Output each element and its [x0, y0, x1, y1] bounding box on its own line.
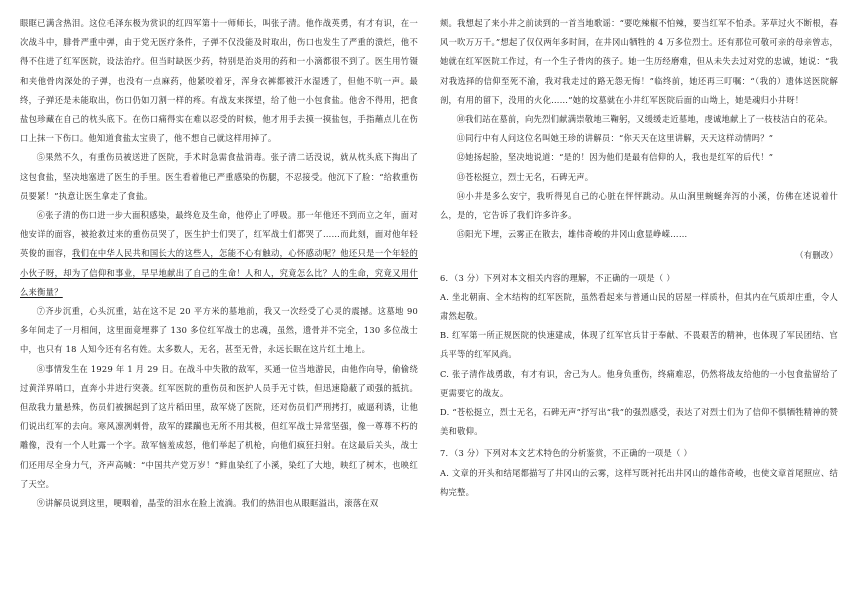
essay-paragraph-9: ⑨讲解员说到这里，哽咽着，晶莹的泪水在脸上流淌。我们的热泪也从眼眶溢出，滚落在双	[36, 498, 379, 509]
essay-paragraph-11: ⑪同行中有人问这位名叫她王珍的讲解员：“你天天在这里讲解，天天这样动情吗？”	[456, 133, 774, 144]
essay-paragraph-8: ⑧事情发生在 1929 年 1 月 29 日。在战斗中失散的敌军，买通一位当地游民，由他作向导，偷偷绕过黄洋界哨口，直奔小井进行突袭。红军医院的重伤员和医护人员手无寸铁，但迅速隐蔽了顽强的抵抗。但敌我力量悬殊，伤员们被捆起到了这片稻田里，敌军烧了医院，还对伤员们严刑拷打，威逼利诱，让他们说出红军的去向。寒风凛冽刺骨，敌军的蹂躏也无所不用其极，但红军战士异常坚强，像一尊尊不朽的雕像，没有一个人吐露一个字。敌军恼羞成怒，他们举起了机枪，向他们疯狂扫射。在这最后关头，战士们还用尽全身力气，齐声高喊：“中国共产党万岁！”鲜血染红了小溪，染红了大地，映红了树木，也映红了天空。	[20, 363, 418, 489]
question-7-stem: 7．（3 分）下列对本文艺术特色的分析鉴赏，不正确的一项是（ ）	[440, 448, 692, 459]
essay-paragraph-13: ⑬苍松挺立，烈士无名，石碑无声。	[456, 171, 594, 182]
question-6-stem: 6．（3 分）下列对本文相关内容的理解，不正确的一项是（ ）	[440, 272, 675, 283]
essay-paragraph-6	[20, 206, 418, 302]
source-note: （有删改）	[795, 250, 838, 261]
underlined-sentence: 我们在中华人民共和国长大的这些人，怎能不心有触动，心怀感动呢？他还只是一个年轻的小伙子呀，却为了信仰和事业，早早地献出了自己的生命！人和人，究竟怎么比？人的生命，究竟又用什么来衡量？	[20, 248, 418, 297]
essay-paragraph-7: ⑦齐步沉重，心头沉重，站在这不足 20 平方米的墓地前，我又一次经受了心灵的震撼。这墓地 90 多年间走了一月相间，这里面竟埋葬了 130 多位红军战士的忠魂，虽然，遗骨并不完全，130 多位战士中，也只有 18 人知今还有名有姓。太多数人，无名，甚至无骨，永远长眠在这片红土地上。	[20, 306, 418, 355]
essay-paragraph-12: ⑫她扬起脸，坚决地说道：“是的！因为他们是最有信仰的人，我也是红军的后代！”	[456, 152, 774, 163]
paragraph-6-text: ⑥张子清的伤口进一步大面积感染，最终危及生命，他停止了呼吸。那一年他还不到而立之年，面对他安详的面容，被抢救过来的重伤员哭了，医生护士们哭了，红军战士们都哭了……而此刻，面对他年轻英俊的面容，	[20, 210, 418, 259]
essay-paragraph-9-continued: 颊。我想起了来小井之前读到的一首当地歌谣：“要吃辣椒不怕辣，要当红军不怕杀。茅草过火不断根，春风一吹万万千。”想起了仅仅两年多时间，在井冈山牺牲的 4 万多位烈士。还有那位可敬可亲的母亲曾志，她就在红军医院工作过，有一个生子骨肉的孩子。她一生历经磨难，但从未失去过对党的忠诚，她说：“我对我选择的信仰至死不渝，我对我走过的路无怨无悔！”临终前，她还再三叮嘱：“（我的）遗体送医院解剖，有用的留下，没用的火化……”她的坟墓就在小井红军医院后面的山坳上，她是魂归小井呀！	[440, 18, 838, 105]
essay-paragraph-10: ⑩我们站在墓前，向先烈们献满崇敬地三鞠躬，又缓缓走近墓地，虔诚地献上了一枝枝洁白的花朵。	[456, 114, 833, 125]
question-7-option-a: A. 文章的开头和结尾都描写了井冈山的云雾，这样写既衬托出井冈山的雄伟奇峻，也使文章首尾照应、结构完整。	[440, 467, 838, 497]
question-6-option-b: B. 红军第一所正规医院的快速建成，体现了红军官兵甘于奉献、不畏艰苦的精神，也体现了军民团结、官兵平等的红军风尚。	[440, 330, 838, 360]
question-6-option-d: D. “苍松挺立，烈士无名，石碑无声”抒写出“我”的强烈感受，表达了对烈士们为了信仰不惧牺牲精神的赞美和敬仰。	[440, 407, 838, 437]
essay-paragraph-5: ⑤果然不久，有重伤员被送进了医院，手术时急需食盐消毒。张子清二话没说，就从枕头底下掏出了这包食盐，坚决地塞进了医生的手里。医生看着他已严重感染的伤腿，不忍接受。他沉下了脸：“给救重伤员要紧！”执意让医生拿走了食盐。	[20, 152, 418, 201]
essay-paragraph-4-continued: 眼眶已满含热泪。这位毛泽东极为赏识的红四军第十一师师长，叫张子清。他作战英勇，有才有识，在一次战斗中，腓骨严重中弹，由于党无医疗条件，子弹不仅没能及时取出，伤口也发生了严重的溃烂，他不得不住进了红军医院，设法治疗。但当时缺医少药，特别是治炎用的药和一小滴都很不到了。医生用竹镊和夹他骨肉深处的子弹，也没有一点麻药，他紧咬着牙，浑身衣裤都被汗水湿透了，但他不吭一声。最终，子弹还是未能取出，伤口仍如刀割一样的疼。有战友来探望，给了他一小包食盐。他舍不得用，把食盐包珍藏在自己的枕头底下。在伤口痛得实在难以忍受的时候，他才用手去摸一摸盐包，手指蘸点儿在伤口上抹一下伤口。他知道食盐太宝贵了，他不想自己就这样用掉了。	[20, 18, 418, 144]
question-6-option-c: C. 张子清作战勇敢，有才有识，舍己为人。他身负重伤，终痛难忍，仍然将战友给他的一小包食盐留给了更需要它的战友。	[440, 368, 838, 398]
essay-paragraph-14: ⑭小井是多么安宁，我听得见自己的心脏在怦怦跳动。从山涧里蜿蜒奔泻的小溪，仿佛在述说着什么，是的，它告诉了我们许多许多。	[440, 190, 838, 221]
question-6-option-a: A. 坐北朝南、全木结构的红军医院，虽然看起来与普通山民的居屋一样质朴，但其内在气质却庄重，令人肃然起敬。	[440, 291, 838, 322]
essay-paragraph-15: ⑮阳光下埋，云雾正在散去，雄伟奇峻的井冈山愈显峥嵘……	[456, 229, 688, 240]
right-column	[440, 14, 838, 502]
left-column	[20, 14, 418, 513]
